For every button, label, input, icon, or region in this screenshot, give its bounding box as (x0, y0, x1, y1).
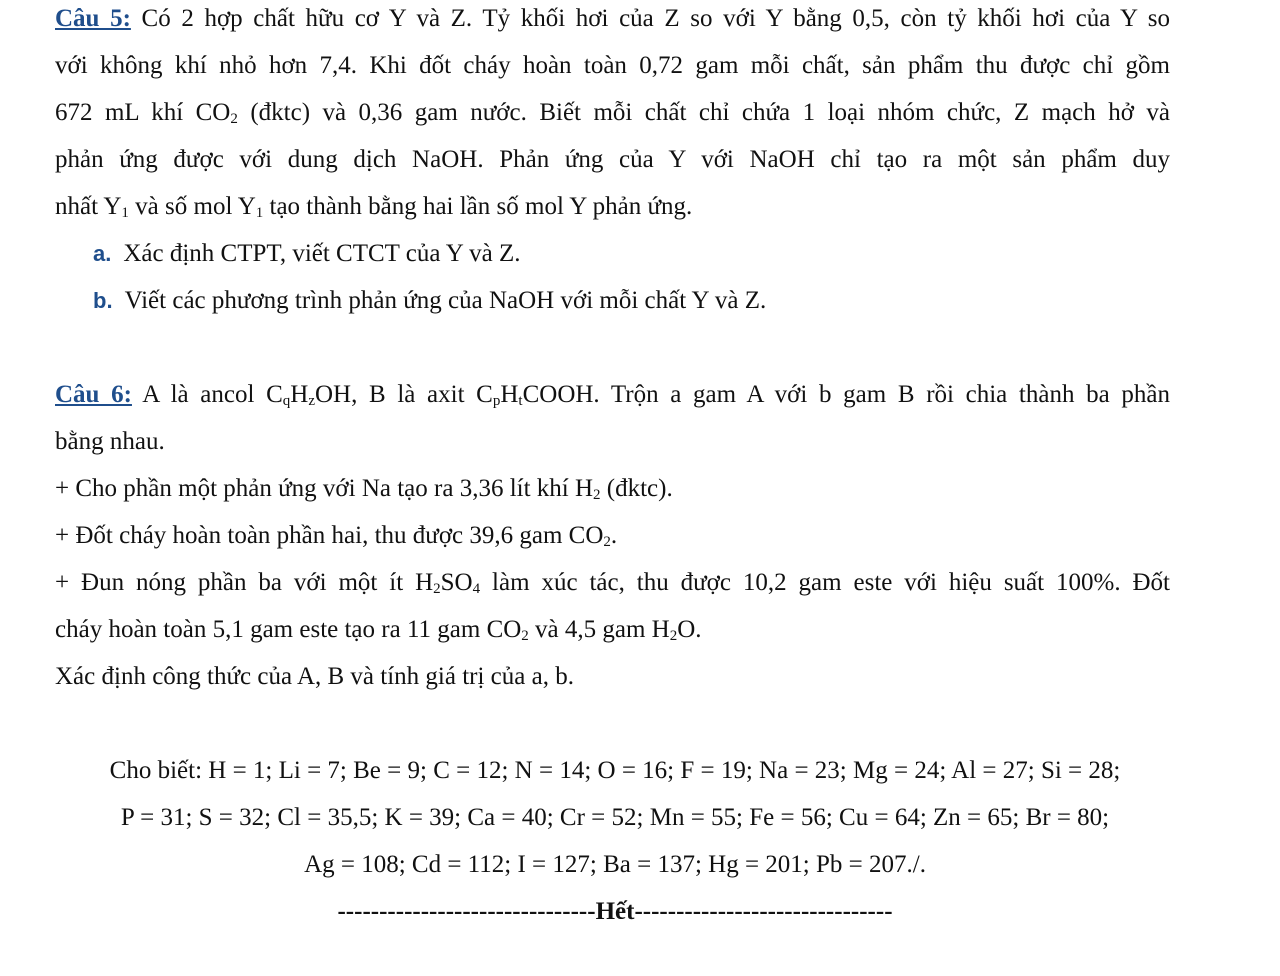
q6-line-5 (55, 568, 1170, 600)
q6-text-4a: + Đốt cháy hoàn toàn phần hai, thu được 39,6 gam CO (55, 522, 604, 549)
q5-line-3 (55, 98, 1170, 130)
q5-text-5a: nhất Y (55, 193, 122, 220)
q6-text-6c: O. (677, 616, 702, 643)
q6-text-4b: . (610, 522, 618, 549)
atomic-mass-line-1: Cho biết: H = 1; Li = 7; Be = 9; C = 12; N = 14; O = 16; F = 19; Na = 23; Mg = 24; Al = 27; Si = 28; (109, 757, 1121, 784)
q6-line-6 (55, 615, 1170, 647)
subscript: 4 (472, 581, 481, 597)
q6-line-3 (55, 474, 1170, 506)
q6-text-1e: COOH. Trộn a gam A với b gam B rồi chia thành ba phần (522, 381, 1170, 408)
end-text: Hết (595, 898, 635, 925)
q6-line-2: bằng nhau. (55, 428, 165, 455)
q5-item-a-text: Xác định CTPT, viết CTCT của Y và Z. (123, 240, 521, 267)
q6-text-5b: SO (440, 569, 473, 596)
end-marker (0, 897, 1230, 929)
subscript: p (492, 393, 501, 409)
q5-text-1: Có 2 hợp chất hữu cơ Y và Z. Tỷ khối hơi của Z so với Y bằng 0,5, còn tỷ khối hơi của Y so (141, 5, 1170, 32)
subscript: q (282, 393, 291, 409)
subscript: 1 (121, 205, 129, 221)
q6-line-4 (55, 521, 1170, 553)
q5-item-b (93, 286, 1208, 318)
q6-text-5c: làm xúc tác, thu được 10,2 gam este với hiệu suất 100%. Đốt (480, 569, 1170, 596)
q5-text-5b: và số mol Y (128, 193, 256, 220)
q5-line-1 (55, 4, 1170, 36)
q5-item-b-text: Viết các phương trình phản ứng của NaOH với mỗi chất Y và Z. (124, 287, 767, 314)
subscript: t (518, 393, 523, 409)
item-letter-b: b. (93, 288, 113, 313)
item-letter-a: a. (93, 241, 112, 266)
q5-line-4: phản ứng được với dung dịch NaOH. Phản ứng của Y với NaOH chỉ tạo ra một sản phẩm duy (55, 146, 1170, 173)
q5-text-5c: tạo thành bằng hai lần số mol Y phản ứng. (263, 193, 693, 220)
subscript: 2 (230, 111, 238, 127)
atomic-mass-line-2: P = 31; S = 32; Cl = 35,5; K = 39; Ca = 40; Cr = 52; Mn = 55; Fe = 56; Cu = 64; Zn = 65; Br = 80; (120, 804, 1110, 831)
subscript: 2 (603, 534, 611, 550)
subscript: 2 (433, 581, 441, 597)
q6-line-1 (55, 380, 1170, 412)
q5-line-5 (55, 192, 1170, 224)
q6-line-7: Xác định công thức của A, B và tính giá trị của a, b. (55, 663, 574, 690)
subscript: 2 (521, 628, 529, 644)
q5-text-3b: (đktc) và 0,36 gam nước. Biết mỗi chất chỉ chứa 1 loại nhóm chức, Z mạch hở và (237, 99, 1171, 126)
q6-text-3a: + Cho phần một phản ứng với Na tạo ra 3,36 lít khí H (55, 475, 594, 502)
q6-text-1d: H (500, 381, 519, 408)
q6-text-1a: A là ancol C (131, 381, 283, 408)
q5-line-2: với không khí nhỏ hơn 7,4. Khi đốt cháy hoàn toàn 0,72 gam mỗi chất, sản phẩm thu được chỉ gồm (55, 52, 1170, 79)
q6-text-6b: và 4,5 gam H (528, 616, 670, 643)
q6-label: Câu 6: (55, 381, 132, 408)
q5-item-a (93, 239, 1208, 271)
q6-text-6a: cháy hoàn toàn 5,1 gam este tạo ra 11 gam CO (55, 616, 522, 643)
end-dashes-right: ------------------------------- (634, 898, 893, 925)
subscript: 1 (255, 205, 264, 221)
q5-text-3a: 672 mL khí CO (55, 99, 231, 126)
q6-text-3b: (đktc). (600, 475, 673, 502)
q6-text-1b: H (290, 381, 309, 408)
end-dashes-left: ------------------------------- (337, 898, 596, 925)
q6-text-1c: OH, B là axit C (314, 381, 493, 408)
atomic-mass-line-3: Ag = 108; Cd = 112; I = 127; Ba = 137; Hg = 201; Pb = 207./. (304, 851, 926, 878)
subscript: 2 (669, 628, 678, 644)
subscript: z (308, 393, 315, 409)
q5-label: Câu 5: (55, 5, 131, 32)
subscript: 2 (593, 487, 601, 503)
q6-text-5a: + Đun nóng phần ba với một ít H (55, 569, 434, 596)
